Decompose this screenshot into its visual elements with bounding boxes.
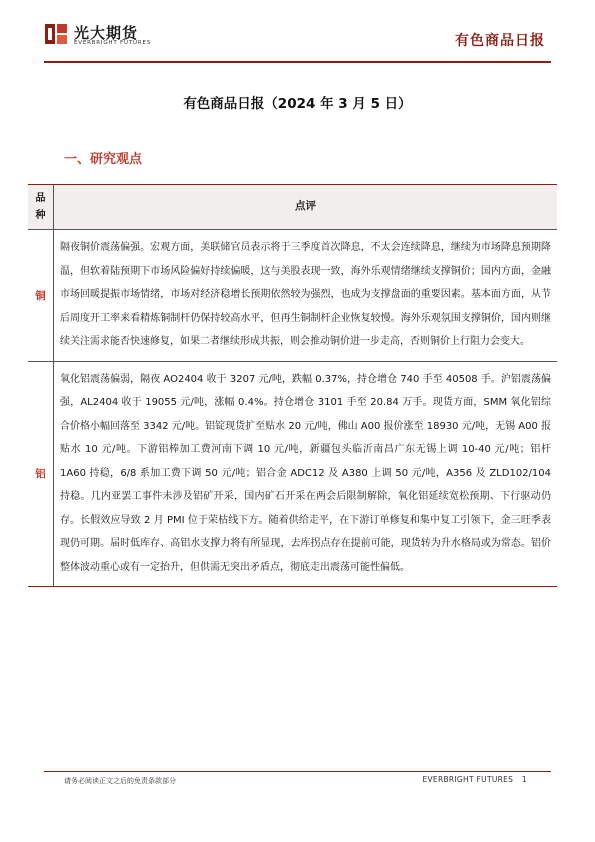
brand-name-cn: 光大期货 [74,24,139,42]
table-row [28,362,557,587]
brand-name-en: EVERBRIGHT FUTURES [74,40,152,46]
column-header-variety [28,185,54,229]
table-row [28,230,557,362]
research-table [28,184,557,587]
column-header-variety-char: 品 [35,193,46,204]
comment-cell: 氧化铝震荡偏弱，隔夜 AO2404 收于 3207 元/吨，跌幅 0.37%，持仓增仓 740 手至 40508 手。沪铝震荡偏强，AL2404 收于 19055 元/吨，涨幅 0.4%。持仓增仓 3101 手至 20.84 万手。现货方面，SMM 氧化铝综合价格小幅回落至 3342 元/吨。铝锭现货扩至贴水 20 元/吨，佛山 A00 报价涨至 18930 元/吨，无锡 A00 报贴水 10 元/吨。下游铝棒加工费河南下调 10 元/吨，新疆包头临沂南昌广东无锡上调 10-40 元/吨；铝杆 1A60 持稳，6/8 系加工费下调 50 元/吨；铝合金 ADC12 及 A380 上调 50 元/吨，A356 及 ZLD102/104 持稳。几内亚罢工事件未涉及铝矿开采，国内矿石开采在两会后限制解除，氧化铝延续宽松预期、下行驱动仍存。长假效应导致 2 月 PMI 位于荣枯线下方。随着供给走平，在下游订单修复和集中复工引领下，金三旺季表现仍可期。届时低库存、高铝水支撑力将有所显现，去库拐点存在提前可能，现货转为升水格局或为常态。铝价整体波动重心或有一定抬升，但供需无突出矛盾点，彻底走出震荡可能性偏低。 [60,373,552,573]
footer-brand-page [422,775,527,784]
header-divider [44,61,551,63]
footer-brand: EVERBRIGHT FUTURES [422,775,514,784]
section-heading: 一、研究观点 [64,152,143,167]
footer-divider [44,771,551,772]
column-header-comment: 点评 [295,200,316,213]
everbright-logo-icon [44,22,68,46]
report-type-label: 有色商品日报 [455,33,545,49]
column-header-variety-char: 种 [35,210,46,221]
footer-disclaimer: 请务必阅读正文之后的免责条款部分 [64,777,176,785]
comment-cell: 隔夜铜价震荡偏强。宏观方面，美联储官员表示将于三季度首次降息，不太会连续降息，继续为市场降息预期降温，但软着陆预期下市场风险偏好持续偏暖，这与美股表现一致，海外乐观情绪继续支撑铜价；国内方面，金融市场回暖提振市场情绪，市场对经济稳增长预期依然较为强烈，也成为支撑盘面的重要因素。基本面方面，从节后周度开工率来看精炼铜制杆仍保持较高水平，但再生铜制杆企业恢复较慢。海外乐观氛围支撑铜价，国内则继续关注需求能否快速修复，如果二者继续形成共振，则会推动铜价进一步走高，否则铜价上行阻力会变大。 [60,242,551,347]
table-header-row [28,185,557,230]
variety-cell: 铜 [28,230,54,361]
page-header [0,0,595,70]
page-number: 1 [521,775,527,784]
variety-cell: 铝 [28,362,54,587]
document-title: 有色商品日报（2024 年 3 月 5 日） [183,96,412,112]
